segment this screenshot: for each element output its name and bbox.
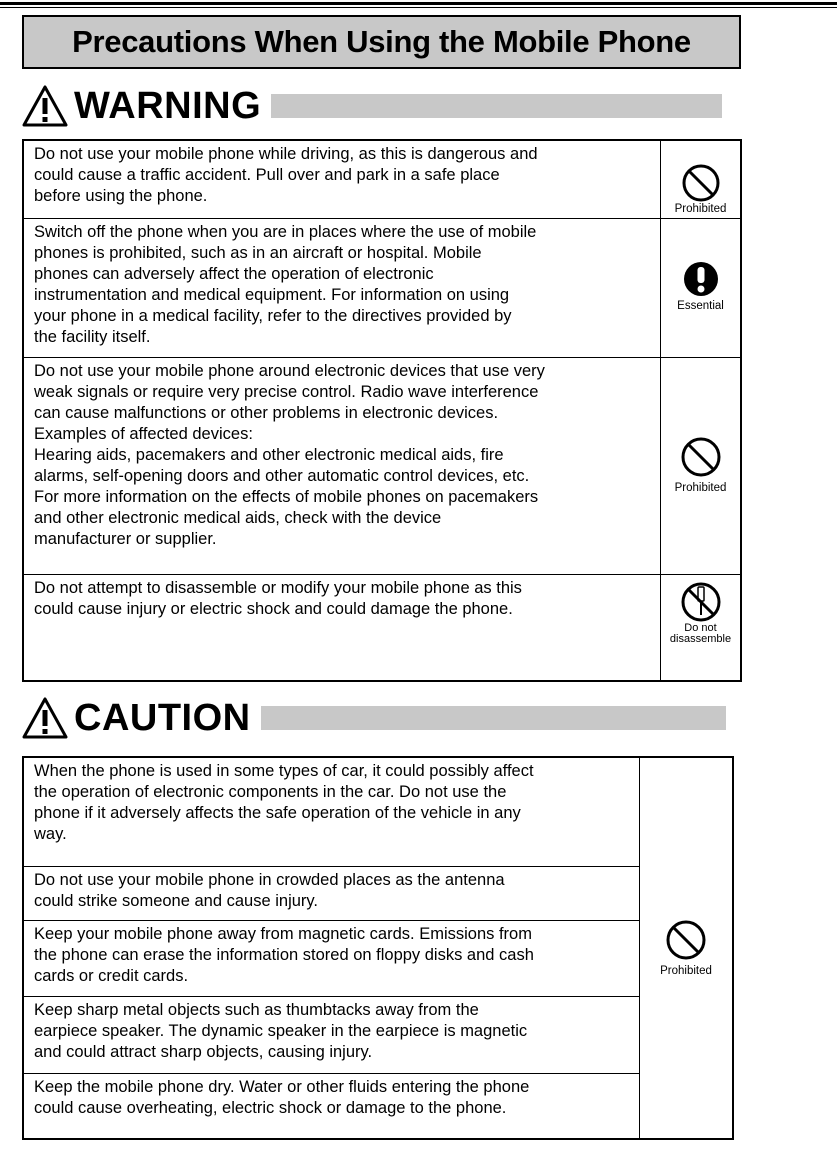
caution-row: Keep sharp metal objects such as thumbtacks away from the earpiece speaker. The dynamic speaker in the earpiece is magnetic and could attract sharp objects, causing injury. bbox=[24, 997, 639, 1074]
caution-triangle-icon bbox=[22, 696, 68, 740]
caution-row: Do not use your mobile phone in crowded places as the antenna could strike someone and cause injury. bbox=[24, 867, 639, 921]
caution-row: Keep the mobile phone dry. Water or other fluids entering the phone could cause overheating, electric shock or damage to the phone. bbox=[34, 1078, 530, 1117]
warning-row-text: Do not attempt to disassemble or modify your mobile phone as this could cause injury or electric shock and could damage the phone. bbox=[24, 575, 661, 680]
top-rule-thin bbox=[0, 7, 837, 8]
top-rule bbox=[0, 2, 837, 5]
caution-heading-bar bbox=[261, 706, 726, 730]
page-title: Precautions When Using the Mobile Phone bbox=[22, 15, 741, 69]
warning-heading bbox=[22, 84, 722, 128]
caution-icon-cell bbox=[640, 758, 732, 1138]
warning-row-icon-cell bbox=[661, 219, 740, 357]
prohibited-icon bbox=[680, 436, 722, 478]
caution-text-column bbox=[24, 758, 640, 1138]
warning-heading-text: WARNING bbox=[74, 85, 262, 127]
icon-label: Prohibited bbox=[674, 203, 727, 215]
warning-row-icon-cell bbox=[661, 358, 740, 574]
icon-label: Essential bbox=[677, 300, 724, 312]
warning-row bbox=[24, 575, 740, 680]
warning-row-text: Do not use your mobile phone around electronic devices that use very weak signals or require very precise control. Radio wave interference can cause malfunctions or other problems in electronic devices. Examples of affected devices: Hearing aids, pacemakers and other electronic medical aids, fire alarms, self-opening doors and other automatic control devices, etc. For more information on the effects of mobile phones on pacemakers and other electronic medical aids, check with the device manufacturer or supplier. bbox=[24, 358, 661, 574]
prohibited-icon bbox=[681, 163, 721, 203]
icon-label: Do not disassemble bbox=[669, 622, 732, 645]
warning-row-text: Switch off the phone when you are in places where the use of mobile phones is prohibited, such as in an aircraft or hospital. Mobile phones can adversely affect the operation of electronic instrumentation and medical equipment. For information on using your phone in a medical facility, refer to the directives provided by the facility itself. bbox=[24, 219, 661, 357]
warning-row bbox=[24, 219, 740, 358]
warning-row-icon-cell bbox=[661, 141, 740, 218]
do-not-disassemble-icon bbox=[680, 581, 722, 623]
warning-heading-bar bbox=[271, 94, 722, 118]
caution-row: Keep your mobile phone away from magnetic cards. Emissions from the phone can erase the information stored on floppy disks and cash cards or credit cards. bbox=[24, 921, 639, 997]
warning-row-icon-cell bbox=[661, 575, 740, 680]
warning-triangle-icon bbox=[22, 84, 68, 128]
caution-heading bbox=[22, 696, 726, 740]
caution-row: When the phone is used in some types of car, it could possibly affect the operation of electronic components in the car. Do not use the phone if it adversely affects the safe operation of the vehicle in any way. bbox=[24, 758, 639, 867]
warning-row-text: Do not use your mobile phone while driving, as this is dangerous and could cause a traffic accident. Pull over and park in a safe place before using the phone. bbox=[24, 141, 661, 218]
caution-table bbox=[22, 756, 734, 1140]
warning-row bbox=[24, 358, 740, 575]
icon-label: Prohibited bbox=[674, 481, 727, 494]
icon-label: Prohibited bbox=[660, 965, 712, 977]
prohibited-icon bbox=[665, 919, 707, 961]
essential-icon bbox=[683, 261, 719, 297]
warning-table bbox=[22, 139, 742, 682]
caution-heading-text: CAUTION bbox=[74, 697, 251, 739]
warning-row bbox=[24, 141, 740, 219]
